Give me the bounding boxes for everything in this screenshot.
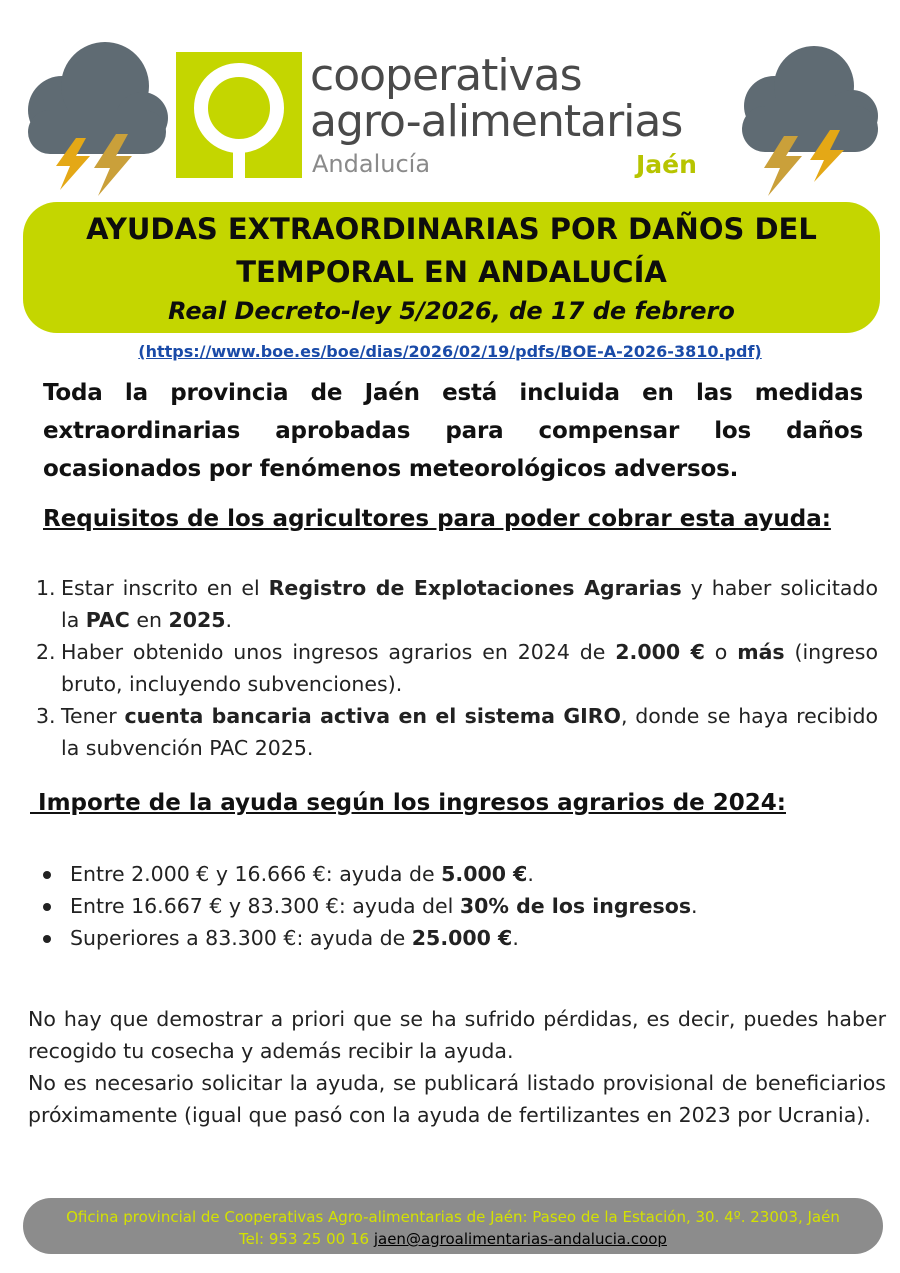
logo-region: Andalucía (312, 150, 431, 178)
title-line1: AYUDAS EXTRAORDINARIAS POR DAÑOS DEL (86, 212, 817, 246)
page-title (23, 208, 880, 294)
decree-subtitle: Real Decreto-ley 5/2026, de 17 de febrero (168, 297, 735, 325)
title-banner (23, 202, 880, 333)
email-link[interactable]: jaen@agroalimentarias-andalucia.coop (373, 1230, 667, 1248)
footer (23, 1198, 883, 1254)
footer-contact (23, 1228, 883, 1250)
storm-cloud-icon (732, 30, 882, 200)
bullet-icon (43, 935, 51, 943)
note-paragraph: No es necesario solicitar la ayuda, se publicará listado provisional de beneficiarios próximamente (igual que pasó con la ayuda de fertilizantes en 2023 por Ucrania). (28, 1071, 886, 1127)
list-item: 2. Haber obtenido unos ingresos agrarios en 2024 de 2.000 € o más (ingreso bruto, incluyendo subvenciones). (36, 640, 879, 696)
list-item: 3. Tener cuenta bancaria activa en el sistema GIRO, donde se haya recibido la subvención PAC 2025. (36, 704, 879, 760)
boe-link[interactable]: (https://www.boe.es/boe/dias/2026/02/19/pdfs/BOE-A-2026-3810.pdf) (138, 342, 762, 361)
logo-province: Jaén (636, 150, 697, 179)
logo-line2: agro-alimentarias (310, 96, 683, 147)
notes (28, 1003, 886, 1131)
list-item: Superiores a 83.300 €: ayuda de 25.000 €. (38, 922, 858, 954)
bullet-icon (43, 903, 51, 911)
requirements-list (30, 572, 878, 764)
requirements-heading: Requisitos de los agricultores para poder cobrar esta ayuda: (43, 506, 831, 532)
title-line2: TEMPORAL EN ANDALUCÍA (236, 255, 667, 289)
intro-paragraph: Toda la provincia de Jaén está incluida en las medidas extraordinarias aprobadas para compensar los daños ocasionados por fenómenos meteorológicos adversos. (43, 380, 863, 482)
amounts-list (38, 858, 858, 954)
list-item: Entre 2.000 € y 16.666 €: ayuda de 5.000 €. (38, 858, 858, 890)
note-paragraph: No hay que demostrar a priori que se ha sufrido pérdidas, es decir, puedes haber recogido tu cosecha y además recibir la ayuda. (28, 1007, 886, 1063)
list-item: Entre 16.667 € y 83.300 €: ayuda del 30% de los ingresos. (38, 890, 858, 922)
logo-line1: cooperativas (310, 50, 582, 101)
amounts-heading: Importe de la ayuda según los ingresos agrarios de 2024: (30, 790, 786, 816)
phone-number: Tel: 953 25 00 16 (239, 1230, 370, 1248)
storm-cloud-icon (20, 30, 170, 200)
logo (176, 52, 726, 182)
logo-mark (176, 52, 302, 178)
list-item: 1. Estar inscrito en el Registro de Explotaciones Agrarias y haber solicitado la PAC en 2025. (36, 576, 878, 632)
bullet-icon (43, 871, 51, 879)
logo-symbol-icon (176, 52, 302, 178)
office-address: Oficina provincial de Cooperativas Agro-alimentarias de Jaén: Paseo de la Estación, 30. 4º. 23003, Jaén (66, 1208, 840, 1226)
